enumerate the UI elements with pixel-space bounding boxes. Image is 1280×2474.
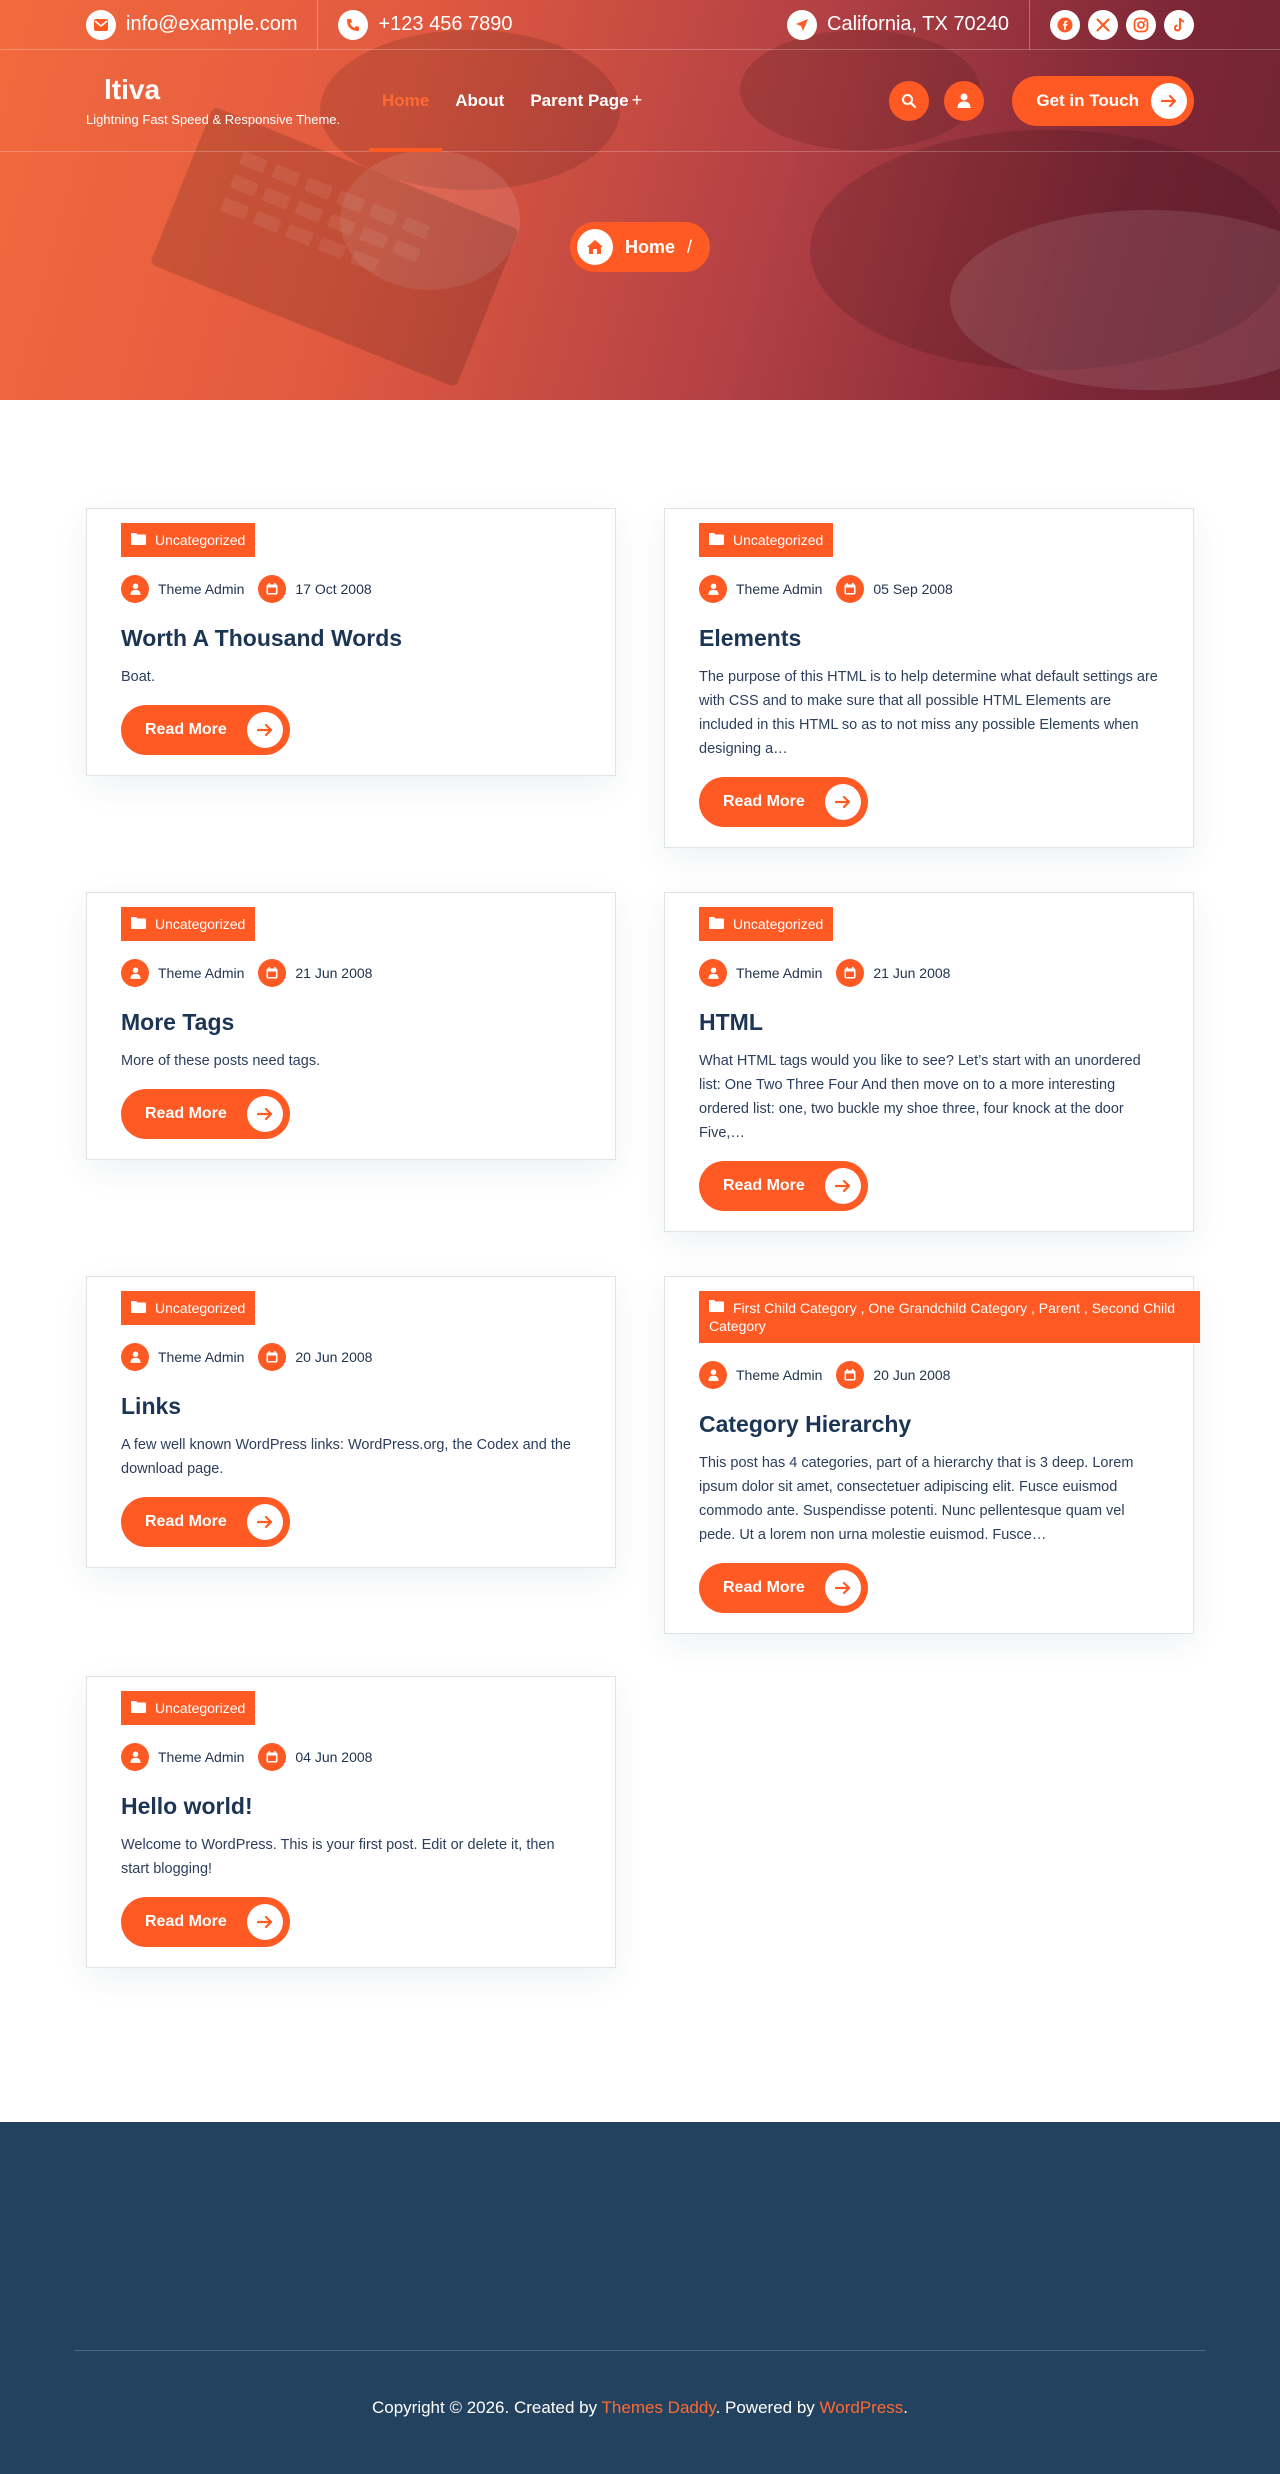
folder-icon [709,533,724,545]
email-text[interactable]: info@example.com [126,13,298,35]
tiktok-icon[interactable] [1164,10,1194,40]
post-meta [121,1743,581,1771]
nav-item-parent-page[interactable] [517,50,655,152]
calendar-icon [258,1343,286,1371]
primary-menu [369,50,655,152]
get-in-touch-button[interactable] [1012,76,1194,126]
location-text: California, TX 70240 [827,13,1009,35]
post-excerpt: More of these posts need tags. [121,1053,321,1069]
post-category[interactable]: First Child Category , One Grandchild Category , Parent , Second Child Category [699,1291,1200,1343]
breadcrumb-separator: / [687,236,693,257]
post-meta [121,1343,581,1371]
search-icon [901,93,917,109]
post-title[interactable]: Links [121,1393,182,1419]
post-meta [121,959,581,987]
post-grid [0,400,1280,2122]
breadcrumb [570,222,710,272]
post-excerpt: Boat. [121,669,155,685]
read-more-button[interactable]: Read More [121,1497,290,1547]
post-excerpt: This post has 4 categories, part of a hierarchy that is 3 deep. Lorem ipsum dolor sit amet, consectetuer adipiscing elit. Fusce euismod commodo ante. Suspendisse potenti. Nunc pellentesque quam vel pede. Ut a lorem non urna molestie euismod. Fusce… [699,1455,1134,1543]
post-author[interactable]: Theme Admin [736,581,823,597]
arrow-right-icon [825,784,861,820]
post-meta [699,575,1159,603]
post-date[interactable]: 21 Jun 2008 [295,965,373,981]
nav-item-home[interactable]: Home [369,50,442,152]
read-more-button[interactable]: Read More [121,705,290,755]
post-card [86,892,616,1160]
post-card [86,508,616,776]
location-arrow-icon [787,10,817,40]
post-date[interactable]: 04 Jun 2008 [295,1749,373,1765]
post-card [86,1676,616,1968]
folder-icon [709,1300,724,1312]
header-actions [889,76,1194,126]
calendar-icon [258,575,286,603]
themes-daddy-link[interactable]: Themes Daddy [601,2398,716,2417]
post-excerpt: The purpose of this HTML is to help determine what default settings are with CSS and to make sure that all possible HTML Elements are included in this HTML so as to not miss any possible Elements when designing a… [699,669,1158,757]
post-date[interactable]: 20 Jun 2008 [873,1367,951,1383]
post-card [86,1276,616,1568]
phone-text[interactable]: +123 456 7890 [378,13,513,35]
post-card [664,892,1194,1232]
arrow-right-icon [825,1168,861,1204]
arrow-right-icon [1151,83,1187,119]
arrow-right-icon [825,1570,861,1606]
instagram-icon[interactable] [1126,10,1156,40]
read-more-button[interactable]: Read More [121,1089,290,1139]
topbar-divider [317,0,318,50]
read-more-button[interactable]: Read More [699,1563,868,1613]
post-meta [699,959,1159,987]
post-category[interactable]: Uncategorized [121,1691,255,1725]
calendar-icon [258,959,286,987]
calendar-icon [258,1743,286,1771]
main-navbar [0,50,1280,152]
post-card [664,1276,1194,1634]
arrow-right-icon [247,1504,283,1540]
copyright-text: Copyright © 2026. Created by Themes Daddy. Powered by WordPress. [371,2398,909,2417]
user-icon [121,575,149,603]
user-icon [121,959,149,987]
post-category[interactable]: Uncategorized [121,523,255,557]
user-icon [699,575,727,603]
arrow-right-icon [247,1096,283,1132]
folder-icon [131,1301,146,1313]
post-date[interactable]: 05 Sep 2008 [873,581,953,597]
post-card [664,508,1194,848]
post-category[interactable]: Uncategorized [699,907,833,941]
home-icon[interactable] [577,229,613,265]
site-logo-text[interactable]: ltiva [104,74,161,105]
hero-header [0,0,1280,400]
top-contact-bar [0,0,1280,50]
post-title[interactable]: Elements [699,625,802,651]
topbar-divider [1029,0,1030,50]
site-tagline: Lightning Fast Speed & Responsive Theme. [86,112,341,127]
post-excerpt: Welcome to WordPress. This is your first post. Edit or delete it, then start blogging! [121,1837,555,1877]
post-title[interactable]: Category Hierarchy [699,1411,912,1437]
user-icon [121,1743,149,1771]
phone-icon [338,10,368,40]
location-contact [787,0,1009,50]
post-author[interactable]: Theme Admin [158,965,245,981]
post-title[interactable]: More Tags [121,1009,235,1035]
site-brand[interactable] [86,74,369,127]
post-meta [699,1361,1159,1389]
post-title[interactable]: HTML [699,1009,763,1035]
site-footer [0,2122,1280,2474]
footer-divider [74,2350,1206,2351]
post-meta [121,575,581,603]
arrow-right-icon [247,712,283,748]
post-category[interactable]: Uncategorized [121,907,255,941]
post-author[interactable]: Theme Admin [736,965,823,981]
x-twitter-icon[interactable] [1088,10,1118,40]
post-author[interactable]: Theme Admin [158,1749,245,1765]
folder-icon [131,1701,146,1713]
post-excerpt: What HTML tags would you like to see? Let’s start with an unordered list: One Two Three Four And then move on to a more interesting ordered list: one, two buckle my shoe three, four knock at the door Five,… [699,1053,1141,1141]
facebook-icon[interactable] [1050,10,1080,40]
folder-icon [131,917,146,929]
read-more-button[interactable]: Read More [699,1161,868,1211]
breadcrumb-home-link[interactable]: Home [624,236,675,257]
post-category[interactable]: Uncategorized [121,1291,255,1325]
post-excerpt: A few well known WordPress links: WordPress.org, the Codex and the download page. [121,1437,571,1477]
wordpress-link[interactable]: WordPress [819,2398,904,2417]
read-more-button[interactable]: Read More [121,1897,290,1947]
calendar-icon [836,1361,864,1389]
post-date[interactable]: 17 Oct 2008 [295,581,372,597]
user-icon [121,1343,149,1371]
read-more-button[interactable]: Read More [699,777,868,827]
arrow-right-icon [247,1904,283,1940]
post-author[interactable]: Theme Admin [736,1367,823,1383]
folder-icon [709,917,724,929]
phone-contact[interactable] [338,0,512,50]
plus-icon: + [631,90,643,110]
user-icon [957,93,971,108]
account-button[interactable] [944,81,984,121]
calendar-icon [836,575,864,603]
post-title[interactable]: Hello world! [121,1793,253,1819]
post-date[interactable]: 20 Jun 2008 [295,1349,373,1365]
post-title[interactable]: Worth A Thousand Words [121,625,403,651]
user-icon [699,959,727,987]
envelope-icon [86,10,116,40]
calendar-icon [836,959,864,987]
user-icon [699,1361,727,1389]
get-in-touch-label: Get in Touch [1036,90,1139,110]
nav-item-label: Parent Page [530,90,629,110]
email-contact[interactable] [86,0,297,50]
nav-item-about[interactable]: About [455,90,505,110]
social-links [1050,10,1194,40]
post-category[interactable]: Uncategorized [699,523,833,557]
post-author[interactable]: Theme Admin [158,1349,245,1365]
folder-icon [131,533,146,545]
post-author[interactable]: Theme Admin [158,581,245,597]
post-date[interactable]: 21 Jun 2008 [873,965,951,981]
search-button[interactable] [889,81,929,121]
